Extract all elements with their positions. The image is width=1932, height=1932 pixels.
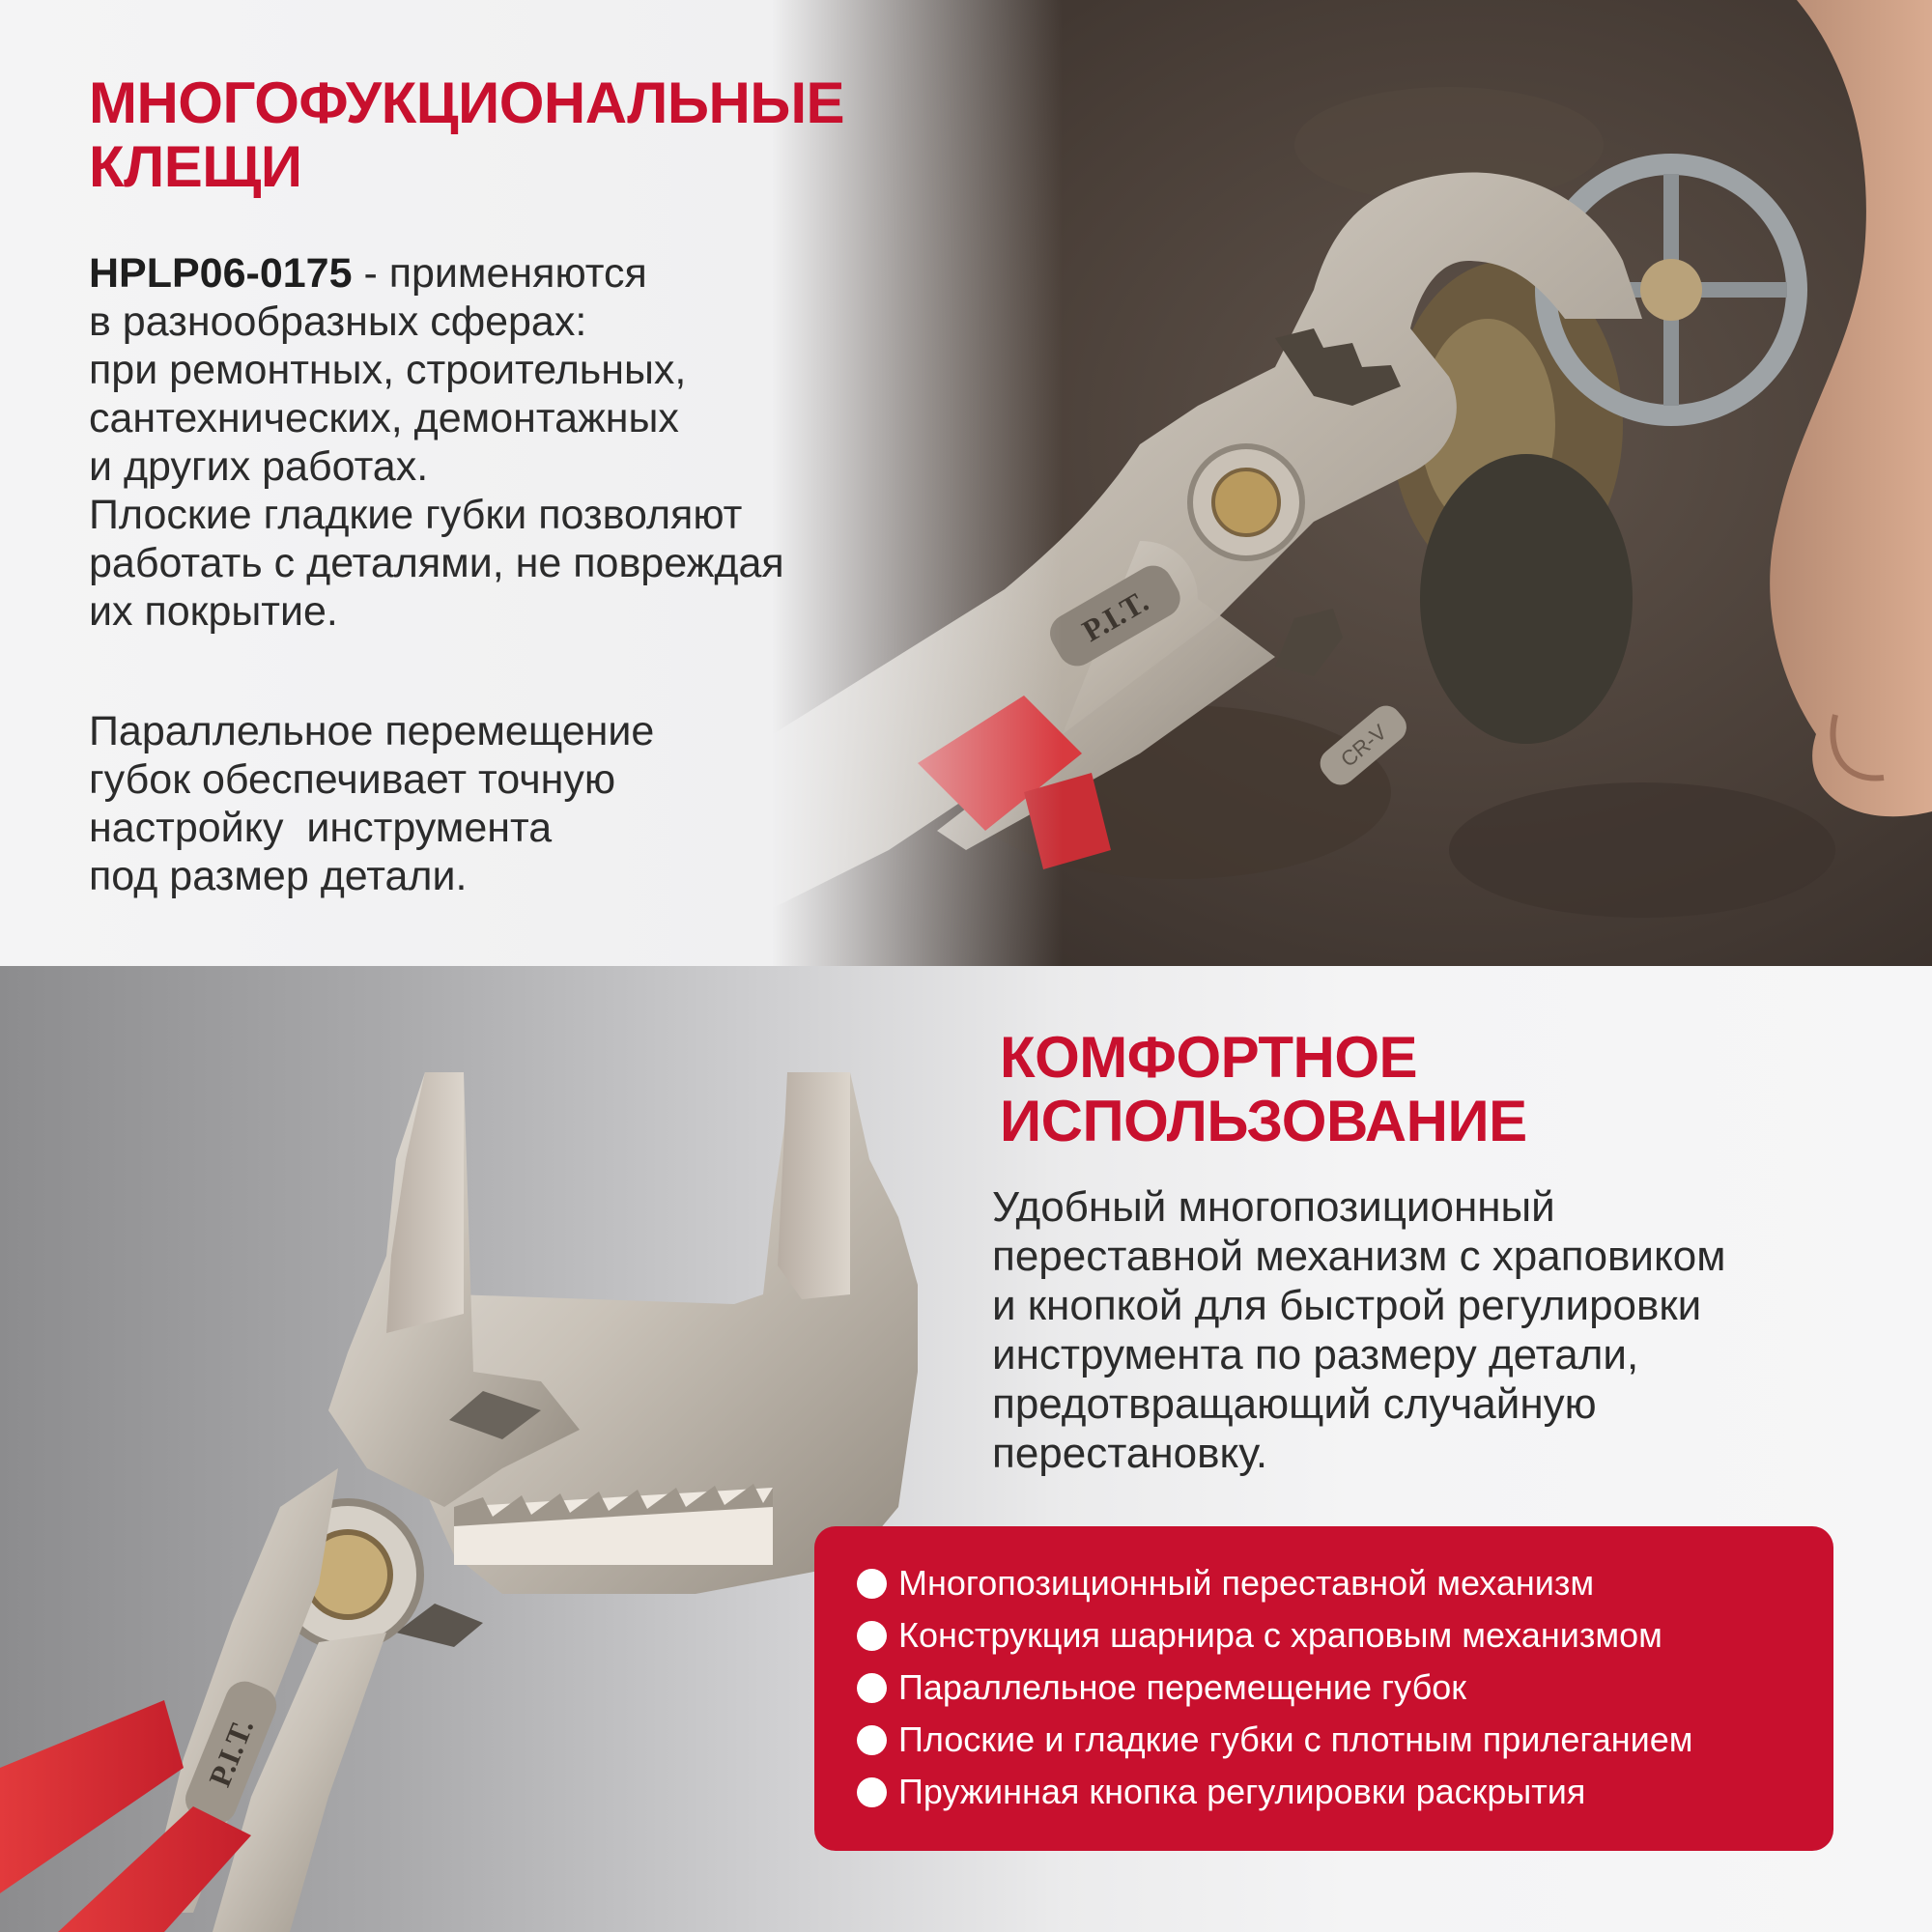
feature-label: Многопозиционный переставной механизм xyxy=(898,1563,1595,1603)
bullet-icon xyxy=(857,1777,887,1807)
model-number: HPLP06-0175 xyxy=(89,250,353,297)
comfort-line: инструмента по размеру детали, xyxy=(992,1331,1639,1378)
feature-item xyxy=(857,1609,1833,1662)
comfort-text xyxy=(992,1182,1725,1478)
bullet-icon xyxy=(857,1569,887,1599)
feature-item xyxy=(857,1766,1833,1818)
top-title xyxy=(89,71,844,199)
top-title-line-2: КЛЕЩИ xyxy=(89,134,302,199)
bottom-title-line-1: КОМФОРТНОЕ xyxy=(1000,1025,1418,1090)
intro-line: и других работах. xyxy=(89,443,429,490)
engraving-label: P.I.T. xyxy=(201,1714,261,1792)
comfort-line: и кнопкой для быстрой регулировки xyxy=(992,1282,1702,1329)
feature-label: Плоские и гладкие губки с плотным прилеганием xyxy=(898,1719,1693,1759)
intro-line: при ремонтных, строительных, xyxy=(89,347,687,393)
feature-label: Параллельное перемещение губок xyxy=(898,1667,1466,1707)
parallel-text xyxy=(89,707,654,900)
intro-line: в разнообразных сферах: xyxy=(89,298,587,345)
feature-item xyxy=(857,1714,1833,1766)
intro-first-line xyxy=(89,249,784,298)
comfort-line: Удобный многопозиционный xyxy=(992,1183,1555,1231)
parallel-line: Параллельное перемещение xyxy=(89,708,655,754)
bullet-icon xyxy=(857,1673,887,1703)
parallel-line: под размер детали. xyxy=(89,853,468,899)
bottom-panel xyxy=(0,966,1932,1932)
parallel-line: настройку инструмента xyxy=(89,805,553,851)
intro-text xyxy=(89,249,784,636)
bottom-title-line-2: ИСПОЛЬЗОВАНИЕ xyxy=(1000,1089,1527,1153)
intro-first-line-rest: - применяются xyxy=(352,250,647,297)
feature-item xyxy=(857,1557,1833,1609)
parallel-line: губок обеспечивает точную xyxy=(89,756,616,803)
comfort-line: переставной механизм с храповиком xyxy=(992,1233,1726,1280)
features-box xyxy=(814,1526,1833,1851)
intro-line: сантехнических, демонтажных xyxy=(89,395,679,441)
bottom-title xyxy=(1000,1026,1527,1153)
comfort-line: предотвращающий случайную xyxy=(992,1380,1597,1428)
intro-line: работать с деталями, не повреждая xyxy=(89,540,784,586)
feature-label: Конструкция шарнира с храповым механизмом xyxy=(898,1615,1662,1655)
intro-line: Плоские гладкие губки позволяют xyxy=(89,492,743,538)
feature-label: Пружинная кнопка регулировки раскрытия xyxy=(898,1772,1586,1811)
feature-item xyxy=(857,1662,1833,1714)
comfort-line: перестановку. xyxy=(992,1430,1268,1477)
intro-line: их покрытие. xyxy=(89,588,338,635)
bullet-icon xyxy=(857,1621,887,1651)
top-title-line-1: МНОГОФУКЦИОНАЛЬНЫЕ xyxy=(89,71,845,135)
pliers-in-use-photo xyxy=(773,0,1932,966)
bullet-icon xyxy=(857,1725,887,1755)
